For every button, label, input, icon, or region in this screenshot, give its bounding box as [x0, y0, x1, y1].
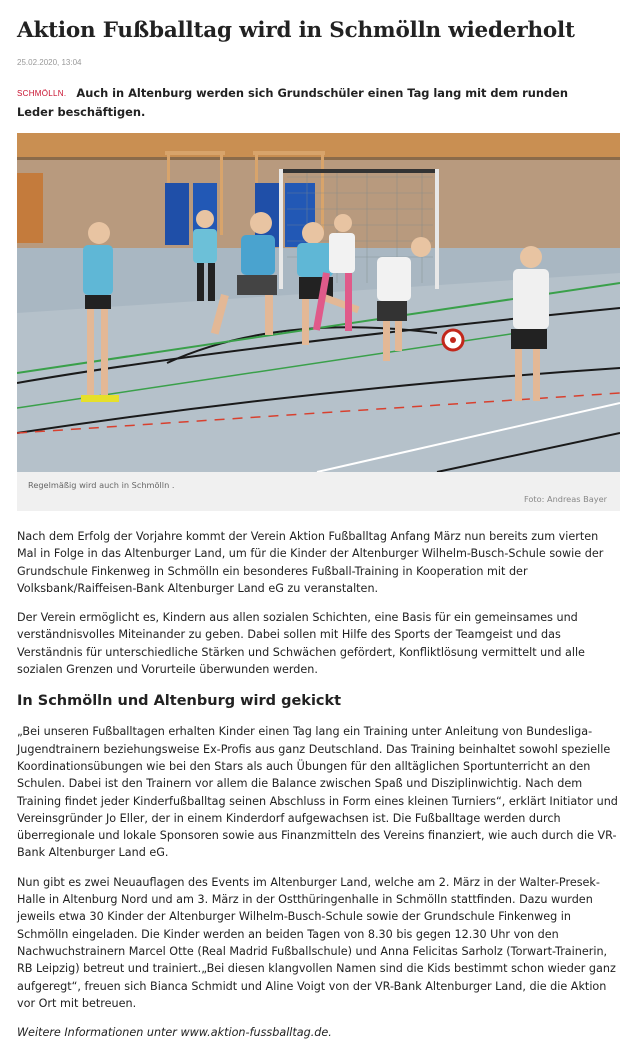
- article-lead: [17, 84, 577, 122]
- publish-date: 25.02.2020, 13:04: [17, 58, 82, 67]
- photo-credit: Foto: Andreas Bayer: [524, 494, 607, 504]
- subheading: In Schmölln und Altenburg wird gekickt: [17, 693, 342, 710]
- caption-text: Regelmäßig wird auch in Schmölln .: [28, 480, 175, 490]
- paragraph: „Bei unseren Fußballtagen erhalten Kinder einen Tag lang ein Training unter Anleitung von Bundesliga-Jugendtrainern beziehungsweise Ex-Profis aus ganz Deutschland. Das Training beinhaltet sowohl spezielle Koordinationsübungen wie bei den Stars als auch Übungen für den alltäglichen Sportunterricht an den Schulen. Dabei ist den Trainern vor allem die Balance zwischen Spaß und Disziplinwichtig. Nach dem Training findet jeder Kinderfußballtag seinen Abschluss in Form eines kleinen Turniers“, erklärt Initiator und Vereinsgründer Jo Eller, der in einem Kinderdorf aufgewachsen ist. Die Fußballtage werden durch überregionale und lokale Sponsoren sowie aus Finanzmitteln des Vereins finanziert, wie auch durch die VR-Bank Altenburger Land eG.: [17, 725, 618, 860]
- paragraph: Nach dem Erfolg der Vorjahre kommt der Verein Aktion Fußballtag Anfang März nun bereits zum vierten Mal in Folge in das Altenburger Land, um für die Kinder der Altenburger Wilhelm-Busch-Schule sowie der Grundschule Finkenweg in Schmölln ein besonderes Fußball-Training in Kooperation mit der Volksbank/Raiffeisen-Bank Altenburger Land eG zu veranstalten.: [17, 530, 604, 595]
- image-caption: [17, 472, 620, 511]
- paragraph: Der Verein ermöglicht es, Kindern aus allen sozialen Schichten, eine Basis für ein gemeinsames und verständnisvolles Miteinander zu geben. Dabei sollen mit Hilfe des Sports der Teamgeist und das Verständnis für unterschiedliche Stärken und Schwächen gefördert, Konfliktlösung vermittelt und alle sozialen Grenzen und Vorurteile überwunden werden.: [17, 611, 585, 677]
- article-photo[interactable]: [17, 133, 620, 472]
- dateline-location: SCHMÖLLN.: [17, 89, 67, 98]
- more-info-link[interactable]: Weitere Informationen unter www.aktion-fussballtag.de.: [17, 1026, 332, 1040]
- lead-text: Auch in Altenburg werden sich Grundschüler einen Tag lang mit dem runden Leder beschäftigen.: [17, 86, 568, 119]
- article: [17, 0, 620, 1041]
- paragraph: Nun gibt es zwei Neuauflagen des Events im Altenburger Land, welche am 2. März in der Walter-Presek-Halle in Altenburg Nord und am 3. März in der Ostthüringenhalle in Schmölln stattfinden. Dazu wurden jeweils etwa 30 Kinder der Altenburger Wilhelm-Busch-Schule sowie der Grundschule Finkenweg in Schmölln eingeladen. Die Kinder werden an beiden Tagen von 8.30 bis gegen 12.30 Uhr von den Nachwuchstrainern Marcel Otte (Real Madrid Fußballschule) und Anna Felicitas Sarholz (Torwart-Trainerin, RB Leipzig) betreut und trainiert.„Bei diesen klangvollen Namen sind die Kids bestimmt schon wieder ganz aufgeregt“, freuen sich Bianca Schmidt und Aline Voigt von der VR-Bank Altenburger Land, die die Aktion vor Ort mit betreuen.: [17, 875, 616, 1010]
- article-figure: [17, 133, 620, 511]
- article-title: Aktion Fußballtag wird in Schmölln wiederholt: [17, 18, 575, 43]
